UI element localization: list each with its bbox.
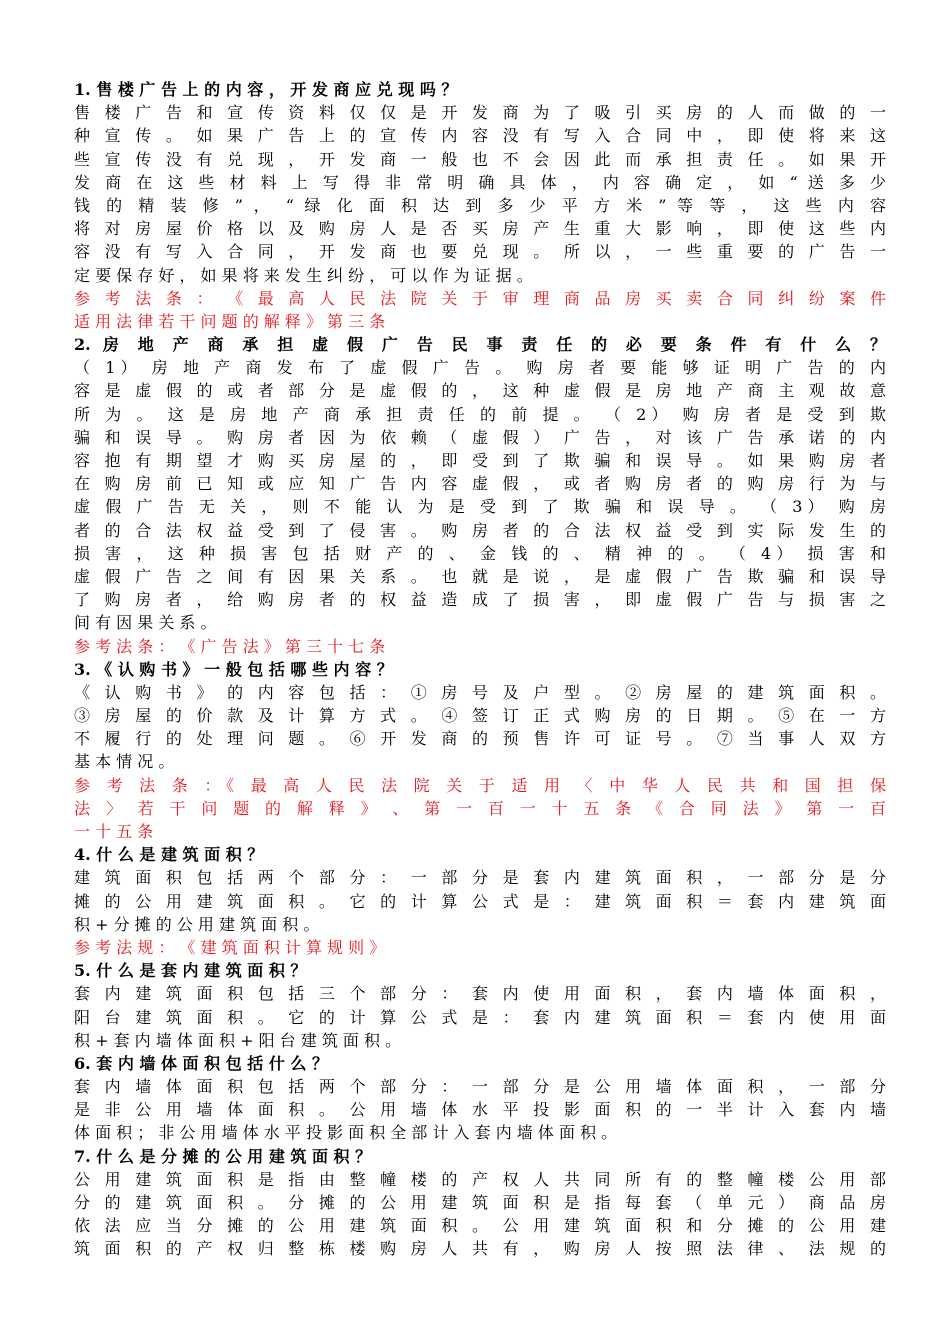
body-line: 分 的 建 筑 面 积 。 分 摊 的 公 用 建 筑 面 积 是 指 每 套 （ 单 元 ） 商 品 房	[74, 1193, 886, 1212]
body-line: 不 履 行 的 处 理 问 题 。 ⑥ 开 发 商 的 预 售 许 可 证 号 。 ⑦ 当 事 人 双 方	[74, 729, 886, 749]
body-line: 售 楼 广 告 和 宣 传 资 料 仅 仅 是 开 发 商 为 了 吸 引 买 房 的 人 而 做 的 一	[74, 103, 886, 123]
body-line: 《 认 购 书 》 的 内 容 包 括 ： ① 房 号 及 户 型 。 ② 房 屋 的 建 筑 面 积 。	[74, 682, 886, 702]
body-line: 间 有 因 果 关 系 。	[74, 613, 217, 633]
body-line: 积 + 分 摊 的 公 用 建 筑 面 积 。	[74, 914, 320, 934]
body-line: 积 + 套 内 墙 体 面 积 + 阳 台 建 筑 面 积 。	[74, 1030, 402, 1050]
body-line: 容 抱 有 期 望 才 购 买 房 屋 的 ， 即 受 到 了 欺 骗 和 误 导 。 如 果 购 房 者	[74, 451, 886, 470]
question-heading: 3. 《 认 购 书 》 一 般 包 括 哪 些 内 容 ？	[74, 659, 393, 679]
reference-line: 参 考 法 条 ： 《 广 告 法 》 第 三 十 七 条	[74, 636, 386, 656]
body-line: 些 宣 传 没 有 兑 现 ， 开 发 商 一 般 也 不 会 因 此 而 承 担 责 任 。 如 果 开	[74, 149, 886, 169]
body-line: 损 害 ， 这 种 损 害 包 括 财 产 的 、 金 钱 的 、 精 神 的 。 （ 4） 损 害 和	[74, 543, 886, 563]
body-line: ③ 房 屋 的 价 款 及 计 算 方 式 。 ④ 签 订 正 式 购 房 的 日 期 。 ⑤ 在 一 方	[74, 706, 886, 726]
reference-line: 参 考 法 条 ： 《 最 高 人 民 法 院 关 于 审 理 商 品 房 买 卖 合 同 纠 纷 案 件	[74, 288, 886, 308]
body-line: 基 本 情 况 。	[74, 752, 175, 772]
body-line: 虚 假 广 告 无 关 ， 则 不 能 认 为 是 受 到 了 欺 骗 和 误 导 。 （ 3） 购 房	[74, 497, 886, 517]
body-line: 公 用 建 筑 面 积 是 指 由 整 幢 楼 的 产 权 人 共 同 所 有 的 整 幢 楼 公 用 部	[74, 1169, 886, 1189]
body-line: 是 非 公 用 墙 体 面 积 。 公 用 墙 体 水 平 投 影 面 积 的 一 半 计 入 套 内 墙	[74, 1100, 886, 1120]
body-line: 容 是 虚 假 的 或 者 部 分 是 虚 假 的 ， 这 种 虚 假 是 房 地 产 商 主 观 故 意	[74, 381, 886, 401]
body-line: 体 面 积 ； 非 公 用 墙 体 水 平 投 影 面 积 全 部 计 入 套 内 墙 体 面 积 。	[74, 1123, 618, 1143]
body-line: 套 内 墙 体 面 积 包 括 两 个 部 分 ： 一 部 分 是 公 用 墙 体 面 积 ， 一 部 分	[74, 1077, 886, 1097]
question-heading: 4. 什 么 是 建 筑 面 积 ？	[74, 845, 264, 865]
body-line: 骗 和 误 导 。 购 房 者 因 为 依 赖 （ 虚 假 ） 广 告 ， 对 该 广 告 承 诺 的 内	[74, 427, 886, 447]
reference-line: 法 〉 若 干 问 题 的 解 释 》 、 第 一 百 一 十 五 条 《 合 同 法 》 第 一 百	[74, 798, 886, 818]
reference-line: 适 用 法 律 若 干 问 题 的 解 释 》 第 三 条	[74, 311, 386, 331]
document-page	[74, 78, 886, 1261]
body-line: 将 对 房 屋 价 格 以 及 购 房 人 是 否 买 房 产 生 重 大 影 响 ， 即 使 这 些 内	[74, 219, 886, 239]
body-line: 摊 的 公 用 建 筑 面 积 。 它 的 计 算 公 式 是 ： 建 筑 面 积 ＝ 套 内 建 筑 面	[74, 891, 886, 911]
body-line: 建 筑 面 积 包 括 两 个 部 分 ： 一 部 分 是 套 内 建 筑 面 积 ， 一 部 分 是 分	[74, 868, 886, 888]
question-heading: 1. 售 楼 广 告 上 的 内 容 ， 开 发 商 应 兑 现 吗 ？	[74, 80, 458, 99]
body-line: 钱 的 精 装 修 ” ， “ 绿 化 面 积 达 到 多 少 平 方 米 ” 等 等 ， 这 些 内 容	[74, 195, 886, 215]
body-line: （ 1） 房 地 产 商 发 布 了 虚 假 广 告 。 购 房 者 要 能 够 证 明 广 告 的 内	[74, 358, 886, 378]
reference-line: 一 十 五 条	[74, 822, 154, 841]
body-line: 筑 面 积 的 产 权 归 整 栋 楼 购 房 人 共 有 ， 购 房 人 按 照 法 律 、 法 规 的	[74, 1239, 886, 1259]
body-line: 了 购 房 者 ， 给 购 房 者 的 权 益 造 成 了 损 害 ， 即 虚 假 广 告 与 损 害 之	[74, 590, 886, 610]
body-line: 容 没 有 写 入 合 同 ， 开 发 商 也 要 兑 现 。 所 以 ， 一 些 重 要 的 广 告 一	[74, 242, 886, 262]
body-line: 虚 假 广 告 之 间 有 因 果 关 系 。 也 就 是 说 ， 是 虚 假 广 告 欺 骗 和 误 导	[74, 566, 886, 586]
question-heading: 2. 房 地 产 商 承 担 虚 假 广 告 民 事 责 任 的 必 要 条 件 有 什 么 ？	[74, 335, 886, 355]
question-heading: 6. 套 内 墙 体 面 积 包 括 什 么 ？	[74, 1053, 328, 1073]
body-line: 套 内 建 筑 面 积 包 括 三 个 部 分 ： 套 内 使 用 面 积 ， 套 内 墙 体 面 积 ，	[74, 984, 886, 1004]
body-line: 种 宣 传 。 如 果 广 告 上 的 宣 传 内 容 没 有 写 入 合 同 中 ， 即 使 将 来 这	[74, 126, 886, 146]
question-heading: 7. 什 么 是 分 摊 的 公 用 建 筑 面 积 ？	[74, 1146, 372, 1166]
body-line: 发 商 在 这 些 材 料 上 写 得 非 常 明 确 具 体 ， 内 容 确 定 ， 如 “ 送 多 少	[74, 172, 886, 192]
body-line: 阳 台 建 筑 面 积 。 它 的 计 算 公 式 是 ： 套 内 建 筑 面 积 ＝ 套 内 使 用 面	[74, 1007, 886, 1027]
reference-line: 参 考 法 条 ：《 最 高 人 民 法 院 关 于 适 用 〈 中 华 人 民 共 和 国 担 保	[74, 775, 886, 795]
body-line: 在 购 房 前 已 知 或 应 知 广 告 内 容 虚 假 ， 或 者 购 房 者 的 购 房 行 为 与	[74, 474, 886, 494]
body-line: 者 的 合 法 权 益 受 到 了 侵 害 。 购 房 者 的 合 法 权 益 受 到 实 际 发 生 的	[74, 520, 886, 540]
body-line: 依 法 应 当 分 摊 的 公 用 建 筑 面 积 。 公 用 建 筑 面 积 和 分 摊 的 公 用 建	[74, 1216, 886, 1236]
question-heading: 5. 什 么 是 套 内 建 筑 面 积 ？	[74, 961, 307, 981]
reference-line: 参 考 法 规 ： 《 建 筑 面 积 计 算 规 则 》	[74, 937, 386, 957]
body-line: 定 要 保 存 好 ， 如 果 将 来 发 生 纠 纷 ， 可 以 作 为 证 据 。	[74, 265, 533, 285]
body-line: 所 为 。 这 是 房 地 产 商 承 担 责 任 的 前 提 。 （ 2） 购 房 者 是 受 到 欺	[74, 404, 886, 424]
